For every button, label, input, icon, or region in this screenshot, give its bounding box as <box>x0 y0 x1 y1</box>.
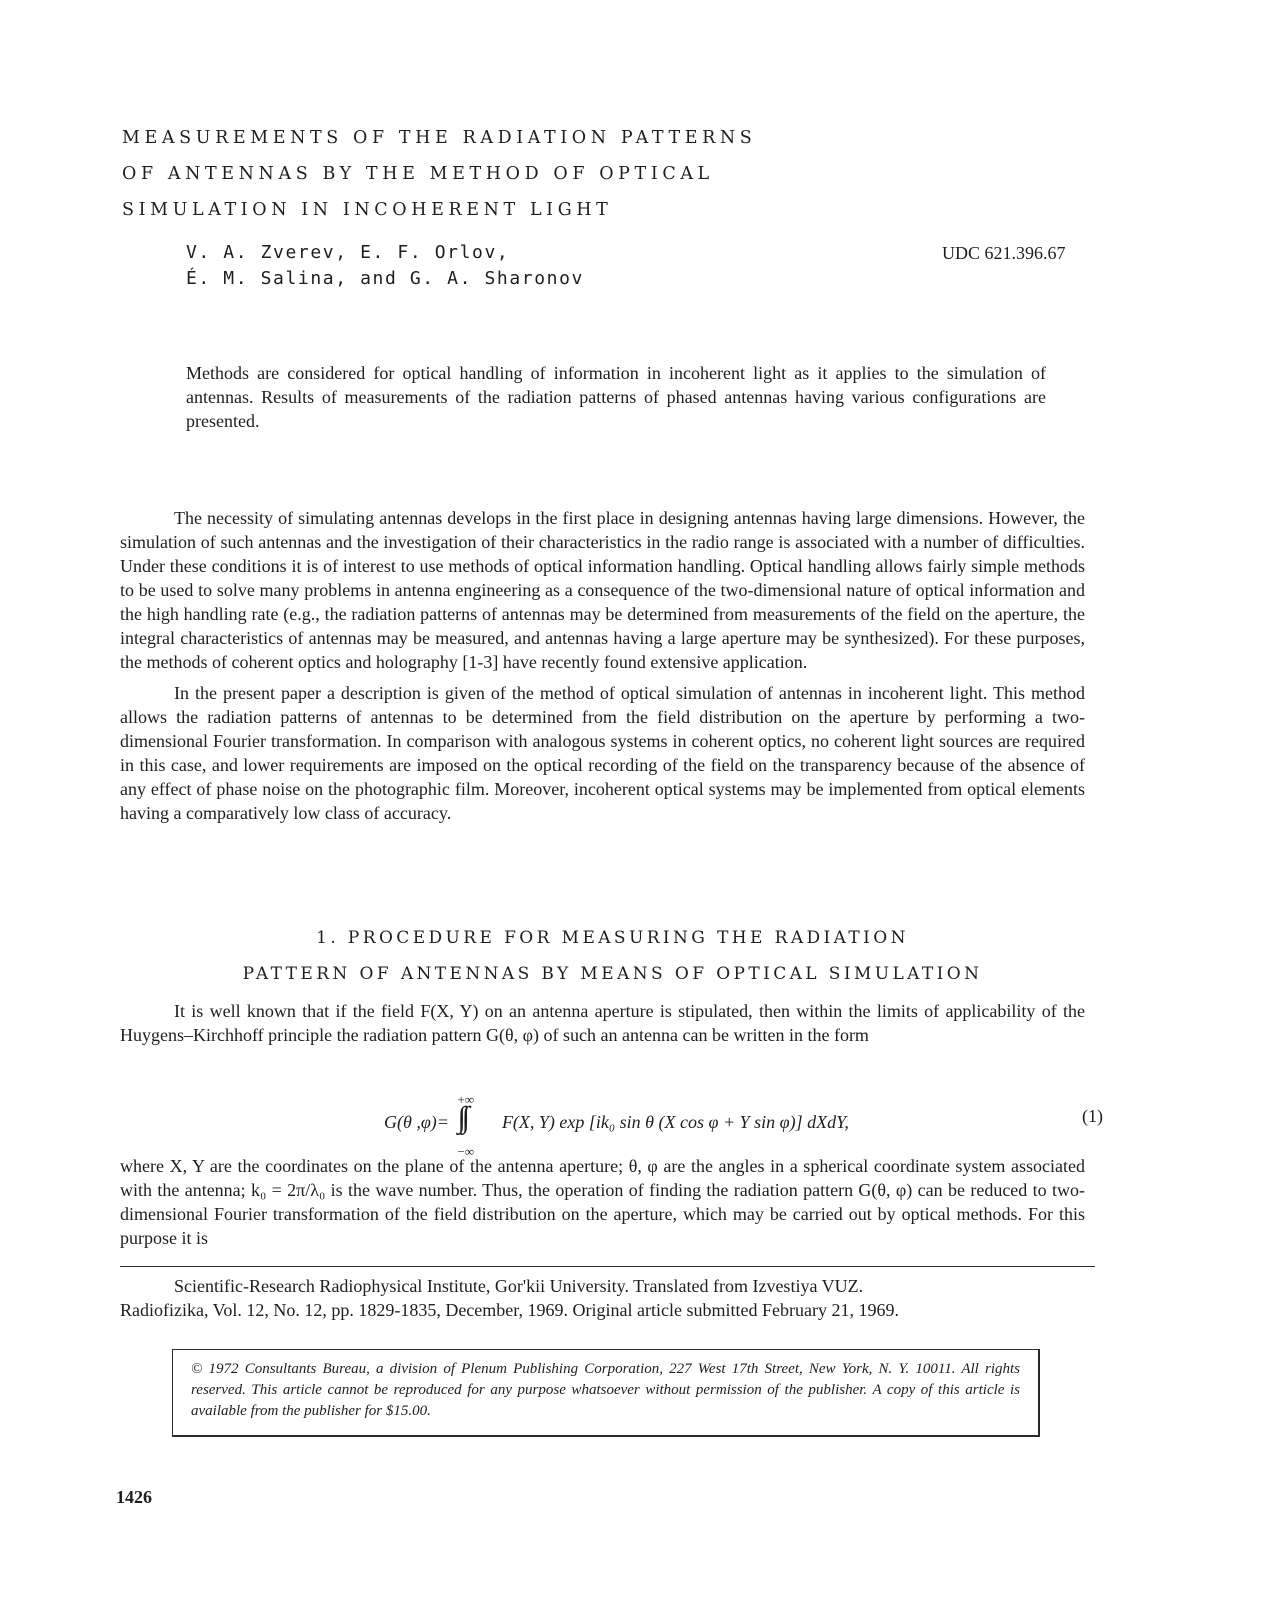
footnote-divider <box>120 1266 1095 1267</box>
section-heading-line: 1. PROCEDURE FOR MEASURING THE RADIATION <box>316 928 909 948</box>
udc-code: UDC 621.396.67 <box>942 243 1066 263</box>
page-number: 1426 <box>116 1487 152 1507</box>
paper-title <box>122 120 882 228</box>
equation-lhs: G(θ ,φ)= <box>384 1112 449 1133</box>
integral-upper-limit: +∞ <box>457 1092 475 1107</box>
equation-number: (1) <box>1082 1106 1103 1126</box>
author-line: É. M. Salina, and G. A. Sharonov <box>186 268 584 289</box>
paragraph: In the present paper a description is given of the method of optical simulation of antennas in incoherent light. This method allows the radiation patterns of antennas to be determined from the field distribution on the aperture by performing a two-dimensional Fourier transformation. In comparison with analogous systems in coherent optics, no coherent light sources are required in this case, and lower requirements are imposed on the optical recording of the field on the transparency because of the absence of any effect of phase noise on the photographic film. Moreover, incoherent optical systems may be implemented from optical elements having a comparatively low class of accuracy. <box>120 683 1085 823</box>
footnote-line: Radiofizika, Vol. 12, No. 12, pp. 1829-1835, December, 1969. Original article submitted February 21, 1969. <box>120 1300 899 1320</box>
title-line: SIMULATION IN INCOHERENT LIGHT <box>122 200 613 220</box>
intro-text <box>120 506 1085 825</box>
paragraph: It is well known that if the field F(X, Y) on an antenna aperture is stipulated, then within the limits of applicability of the Huygens–Kirchhoff principle the radiation pattern G(θ, φ) of such an antenna can be written in the form <box>120 1001 1085 1045</box>
title-line: OF ANTENNAS BY THE METHOD OF OPTICAL <box>122 164 714 184</box>
paragraph: The necessity of simulating antennas develops in the first place in designing antennas having large dimensions. However, the simulation of such antennas and the investigation of their characteristics in the radio range is associated with a number of difficulties. Under these conditions it is of interest to use methods of optical information handling. Optical handling allows fairly simple methods to be used to solve many problems in antenna engineering as a consequence of the two-dimensional nature of optical information and the high handling rate (e.g., the radiation patterns of antennas may be determined from measurements of the field on the aperture, the integral characteristics of antennas may be measured, and antennas having a large aperture may be synthesized). For these purposes, the methods of coherent optics and holography [1-3] have recently found extensive application. <box>120 508 1085 672</box>
equation-rhs: F(X, Y) exp [ik₀ sin θ (X cos φ + Y sin φ)] dXdY, <box>501 1112 849 1133</box>
copyright-text: © 1972 Consultants Bureau, a division of Plenum Publishing Corporation, 227 West 17th Street, New York, N. Y. 10011. All rights reserved. This article cannot be reproduced for any purpose whatsoever without permission of the publisher. A copy of this article is available from the publisher for $15.00. <box>191 1361 1020 1419</box>
affiliation-footnote <box>120 1274 1110 1322</box>
section-heading <box>120 920 1105 992</box>
section-heading-line: PATTERN OF ANTENNAS BY MEANS OF OPTICAL SIMULATION <box>242 964 983 984</box>
paragraph: where X, Y are the coordinates on the plane of the antenna aperture; θ, φ are the angles in a spherical coordinate system associated with the antenna; k₀ = 2π/λ₀ is the wave number. Thus, the operation of finding the radiation pattern G(θ, φ) can be reduced to two-dimensional Fourier transformation of the field distribution on the aperture, which may be carried out by optical methods. For this purpose it is <box>120 1156 1085 1248</box>
author-list <box>186 240 584 292</box>
abstract: Methods are considered for optical handling of information in incoherent light as it applies to the simulation of antennas. Results of measurements of the radiation patterns of phased antennas having various configurations are presented. <box>186 363 1046 431</box>
section-text-continued <box>120 1154 1085 1250</box>
title-line: MEASUREMENTS OF THE RADIATION PATTERNS <box>122 128 757 148</box>
double-integral <box>453 1092 497 1159</box>
copyright-box <box>172 1349 1040 1437</box>
author-line: V. A. Zverev, E. F. Orlov, <box>186 242 510 263</box>
section-text <box>120 999 1085 1047</box>
integral-lower-limit: −∞ <box>457 1144 475 1159</box>
equation <box>384 1092 849 1159</box>
footnote-line: Scientific-Research Radiophysical Institute, Gor'kii University. Translated from Izvestiya VUZ. <box>174 1276 864 1296</box>
integral-sign: ∫∫ <box>457 1101 466 1134</box>
